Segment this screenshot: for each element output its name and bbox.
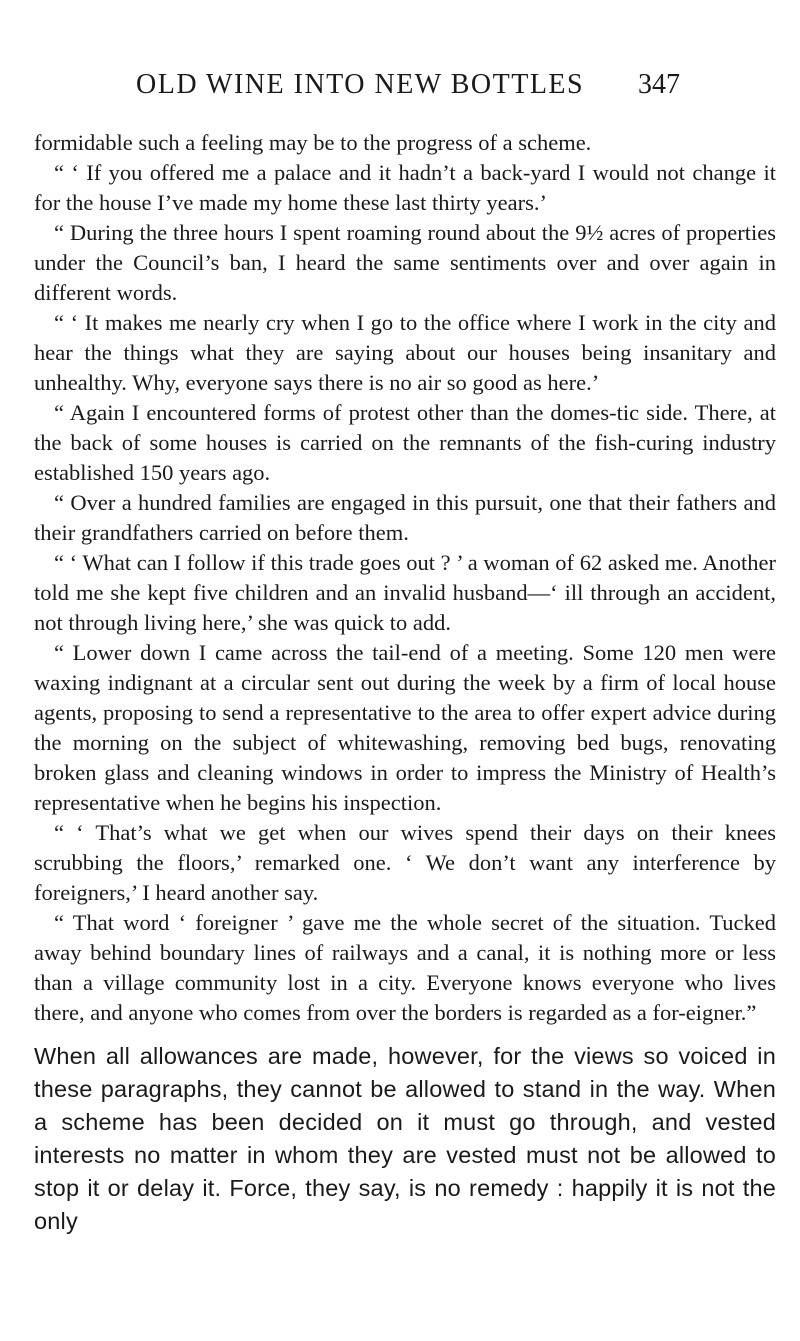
- paragraph: When all allowances are made, however, for the views so voiced in these paragraphs, they cannot be allowed to stand in the way. When a scheme has been decided on it must go through, and vested interests no matter in whom they are vested must not be allowed to stop it or delay it. Force, they say, is no remedy : happily it is not the only: [34, 1043, 776, 1234]
- paragraph: “ Lower down I came across the tail-end of a meeting. Some 120 men were waxing indignant at a circular sent out during the week by a firm of local house agents, proposing to send a representative to the area to offer expert advice during the morning on the subject of whitewashing, removing bed bugs, renovating broken glass and cleaning windows in order to impress the Ministry of Health’s representative when he begins his inspection.: [34, 640, 776, 815]
- paragraph: “ Again I encountered forms of protest other than the domes-tic side. There, at the back of some houses is carried on the remnants of the fish-curing industry established 150 years ago.: [34, 400, 776, 485]
- paragraph: “ Over a hundred families are engaged in this pursuit, one that their fathers and their grandfathers carried on before them.: [34, 490, 776, 545]
- page-number: 347: [638, 69, 680, 100]
- paragraph: “ ‘ If you offered me a palace and it hadn’t a back-yard I would not change it for the house I’ve made my home these last thirty years.’: [34, 160, 776, 215]
- paragraph: formidable such a feeling may be to the progress of a scheme.: [34, 130, 592, 155]
- paragraph: “ ‘ It makes me nearly cry when I go to the office where I work in the city and hear the things what they are saying about our houses being insanitary and unhealthy. Why, everyone says there is no air so good as here.’: [34, 310, 776, 395]
- body-text: [34, 128, 776, 1238]
- paragraph: “ That word ‘ foreigner ’ gave me the whole secret of the situation. Tucked away behind boundary lines of railways and a canal, it is nothing more or less than a village community lost in a city. Everyone knows everyone who lives there, and anyone who comes from over the borders is regarded as a for-eigner.”: [34, 910, 776, 1025]
- page-header: [136, 68, 680, 108]
- paragraph: “ ‘ What can I follow if this trade goes out ? ’ a woman of 62 asked me. Another told me she kept five children and an invalid husband—‘ ill through an accident, not through living here,’ she was quick to add.: [34, 550, 776, 635]
- paragraph: “ ‘ That’s what we get when our wives spend their days on their knees scrubbing the floors,’ remarked one. ‘ We don’t want any interference by foreigners,’ I heard another say.: [34, 820, 776, 905]
- running-head: OLD WINE INTO NEW BOTTLES: [136, 69, 585, 100]
- paragraph: “ During the three hours I spent roaming round about the 9½ acres of properties under the Council’s ban, I heard the same sentiments over and over again in different words.: [34, 220, 776, 305]
